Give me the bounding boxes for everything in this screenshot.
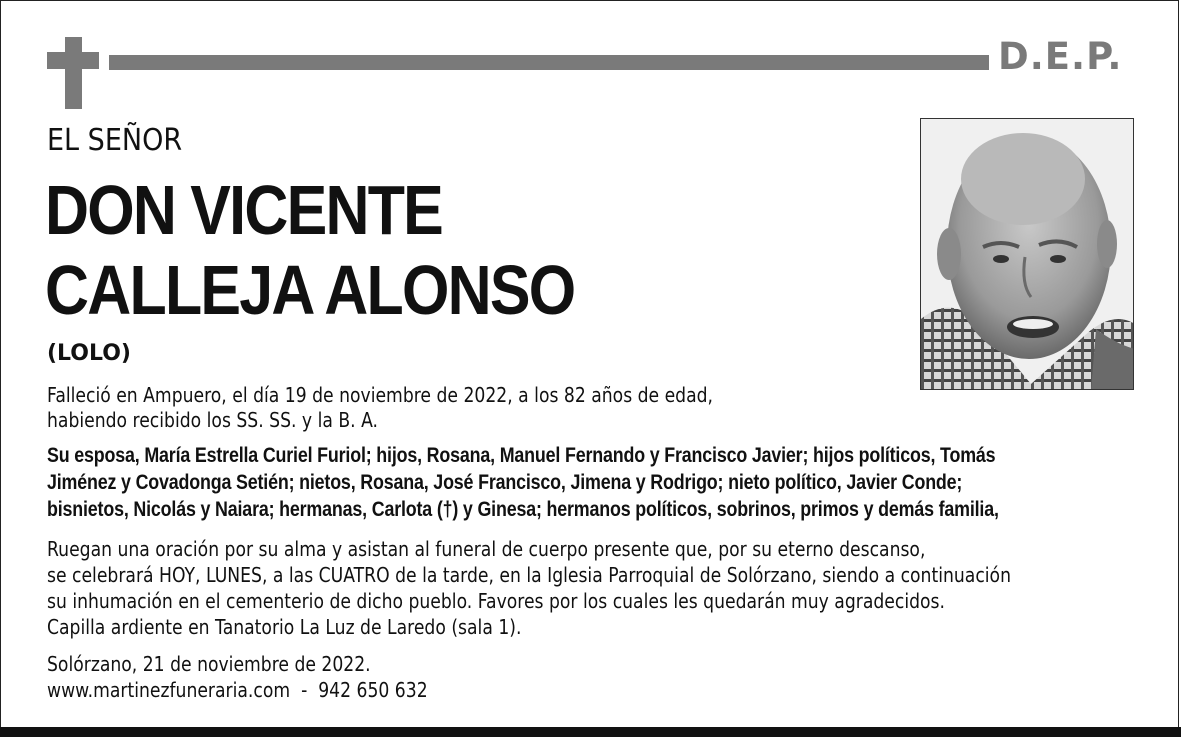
funeral-line-4: Capilla ardiente en Tanatorio La Luz de Laredo (sala 1).: [47, 615, 522, 639]
death-line-2: habiendo recibido los SS. SS. y la B. A.: [47, 408, 379, 432]
family-line-3: bisnietos, Nicolás y Naiara; hermanas, Carlota (†) y Ginesa; hermanos políticos, sobrinos, primos y demás familia,: [47, 498, 999, 521]
family-line-1: Su esposa, María Estrella Curiel Furiol; hijos, Rosana, Manuel Fernando y Francisco Javier; hijos políticos, Tomás: [47, 444, 996, 467]
name-line-1: DON VICENTE: [45, 171, 443, 249]
death-line-1: Falleció en Ampuero, el día 19 de noviembre de 2022, a los 82 años de edad,: [47, 383, 714, 407]
family-line-2: Jiménez y Covadonga Setién; nietos, Rosana, José Francisco, Jimena y Rodrigo; nieto político, Javier Conde;: [47, 471, 963, 494]
funeral-line-3: su inhumación en el cementerio de dicho pueblo. Favores por los cuales les quedarán muy agradecidos.: [47, 589, 945, 613]
contact-info: www.martinezfuneraria.com - 942 650 632: [47, 678, 428, 702]
name-line-2: CALLEJA ALONSO: [45, 251, 575, 329]
nickname: (LOLO): [47, 341, 131, 366]
portrait-photo: [920, 118, 1134, 390]
funeral-line-2: se celebrará HOY, LUNES, a las CUATRO de la tarde, en la Iglesia Parroquial de Solórzano, siendo a continuación: [47, 563, 1011, 587]
pre-title: EL SEÑOR: [47, 123, 183, 158]
place-date: Solórzano, 21 de noviembre de 2022.: [47, 652, 371, 676]
funeral-line-1: Ruegan una oración por su alma y asistan al funeral de cuerpo presente que, por su eterno descanso,: [47, 537, 926, 561]
dep-label: D.E.P.: [998, 35, 1123, 78]
bottom-border: [0, 727, 1181, 737]
header-rule: [109, 55, 989, 70]
portrait-image: [921, 119, 1134, 390]
deceased-name: [45, 170, 574, 330]
